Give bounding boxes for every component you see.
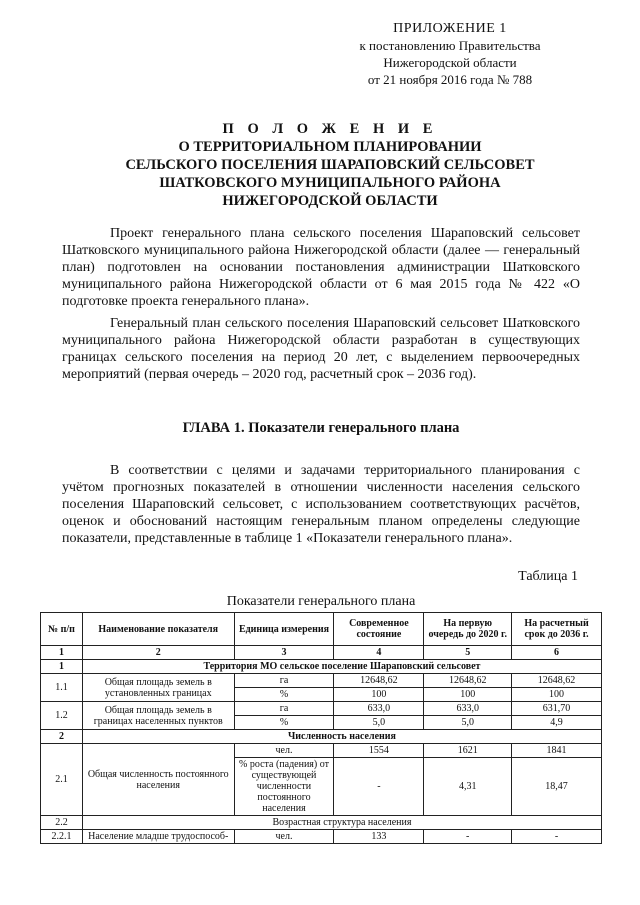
row-unit: чел. (234, 830, 334, 844)
section-row (41, 660, 602, 674)
row-current: 100 (334, 688, 424, 702)
appendix-line-3: от 21 ноября 2016 года № 788 (367, 72, 533, 87)
table-header-row (41, 613, 602, 646)
row-num: 2.2 (41, 816, 83, 830)
col-number: 5 (424, 646, 512, 660)
col-number: 1 (41, 646, 83, 660)
row-calc: 18,47 (512, 758, 602, 816)
header-name: Наименование показателя (82, 613, 234, 646)
row-num: 2.1 (41, 744, 83, 816)
row-calc: 12648,62 (512, 674, 602, 688)
row-current: 5,0 (334, 716, 424, 730)
header-num: № п/п (41, 613, 83, 646)
column-number-row (41, 646, 602, 660)
row-calc: - (512, 830, 602, 844)
table-row (41, 830, 602, 844)
title-line-3: СЕЛЬСКОГО ПОСЕЛЕНИЯ ШАРАПОВСКИЙ СЕЛЬСОВЕТ (125, 157, 535, 173)
row-unit: га (234, 674, 334, 688)
row-first: 100 (424, 688, 512, 702)
section-num: 1 (41, 660, 83, 674)
col-number: 6 (512, 646, 602, 660)
section-num: 2 (41, 730, 83, 744)
paragraph-period: Генеральный план сельского поселения Шараповский сельсовет Шатковского муниципального района Нижегородской области разработан в существующих границах сельского поселения на период 20 лет, с выделением первоочередных мероприятий (первая очередь – 2020 год, расчетный срок – 2036 год). (62, 316, 580, 382)
document-title (90, 120, 570, 210)
row-calc: 1841 (512, 744, 602, 758)
row-unit: % роста (падения) от существующей численности постоянного населения (234, 758, 334, 816)
table-label: Таблица 1 (518, 569, 578, 584)
appendix-block (350, 20, 550, 88)
row-first: - (424, 830, 512, 844)
row-unit: га (234, 702, 334, 716)
title-line-2: О ТЕРРИТОРИАЛЬНОМ ПЛАНИРОВАНИИ (178, 139, 482, 155)
row-first: 1621 (424, 744, 512, 758)
title-line-5: НИЖЕГОРОДСКОЙ ОБЛАСТИ (222, 193, 438, 209)
header-current: Современное состояние (334, 613, 424, 646)
appendix-line-1: к постановлению Правительства (359, 38, 541, 53)
row-first: 12648,62 (424, 674, 512, 688)
table-caption: Показатели генерального плана (226, 594, 416, 609)
row-current: - (334, 758, 424, 816)
row-name: Общая площадь земель в установленных границах (82, 674, 234, 702)
header-unit: Единица измерения (234, 613, 334, 646)
row-current: 12648,62 (334, 674, 424, 688)
section-title: Численность населения (82, 730, 601, 744)
title-line-1: П О Л О Ж Е Н И Е (222, 121, 438, 137)
row-num: 1.2 (41, 702, 83, 730)
paragraph-intro: Проект генерального плана сельского поселения Шараповский сельсовет Шатковского муниципального района Нижегородской области (далее — генеральный план) подготовлен на основании постановления администрации Шатковского муниципального района Нижегородской области от 6 мая 2015 года № 422 «О подготовке проекта генерального плана». (62, 226, 580, 309)
subsection-row (41, 816, 602, 830)
row-num: 1.1 (41, 674, 83, 702)
header-calc-term: На расчетный срок до 2036 г. (512, 613, 602, 646)
row-first: 633,0 (424, 702, 512, 716)
col-number: 3 (234, 646, 334, 660)
indicators-table (40, 612, 602, 844)
row-name: Общая площадь земель в границах населенных пунктов (82, 702, 234, 730)
section-row (41, 730, 602, 744)
row-calc: 100 (512, 688, 602, 702)
row-first: 5,0 (424, 716, 512, 730)
appendix-title: ПРИЛОЖЕНИЕ 1 (393, 21, 507, 36)
title-line-4: ШАТКОВСКОГО МУНИЦИПАЛЬНОГО РАЙОНА (159, 175, 501, 191)
row-num: 2.2.1 (41, 830, 83, 844)
table-row (41, 674, 602, 688)
row-current: 133 (334, 830, 424, 844)
row-current: 633,0 (334, 702, 424, 716)
appendix-line-2: Нижегородской области (383, 55, 517, 70)
row-unit: % (234, 688, 334, 702)
row-name: Общая численность постоянного населения (82, 744, 234, 816)
paragraph-indicators: В соответствии с целями и задачами территориального планирования с учётом прогнозных показателей в отношении численности населения сельского поселения Шараповский сельсовет, с использованием соответствующих расчётов, оценок и обоснований настоящим генеральным планом определены следующие показатели, представленные в таблице 1 «Показатели генерального плана». (62, 463, 580, 546)
row-calc: 4,9 (512, 716, 602, 730)
row-current: 1554 (334, 744, 424, 758)
col-number: 2 (82, 646, 234, 660)
row-name: Население младше трудоспособ- (82, 830, 234, 844)
col-number: 4 (334, 646, 424, 660)
chapter-heading: ГЛАВА 1. Показатели генерального плана (182, 420, 460, 436)
subsection-title: Возрастная структура населения (82, 816, 601, 830)
row-unit: чел. (234, 744, 334, 758)
section-title: Территория МО сельское поселение Шараповский сельсовет (82, 660, 601, 674)
header-first-stage: На первую очередь до 2020 г. (424, 613, 512, 646)
table-row (41, 702, 602, 716)
row-first: 4,31 (424, 758, 512, 816)
row-calc: 631,70 (512, 702, 602, 716)
row-unit: % (234, 716, 334, 730)
table-row (41, 744, 602, 758)
